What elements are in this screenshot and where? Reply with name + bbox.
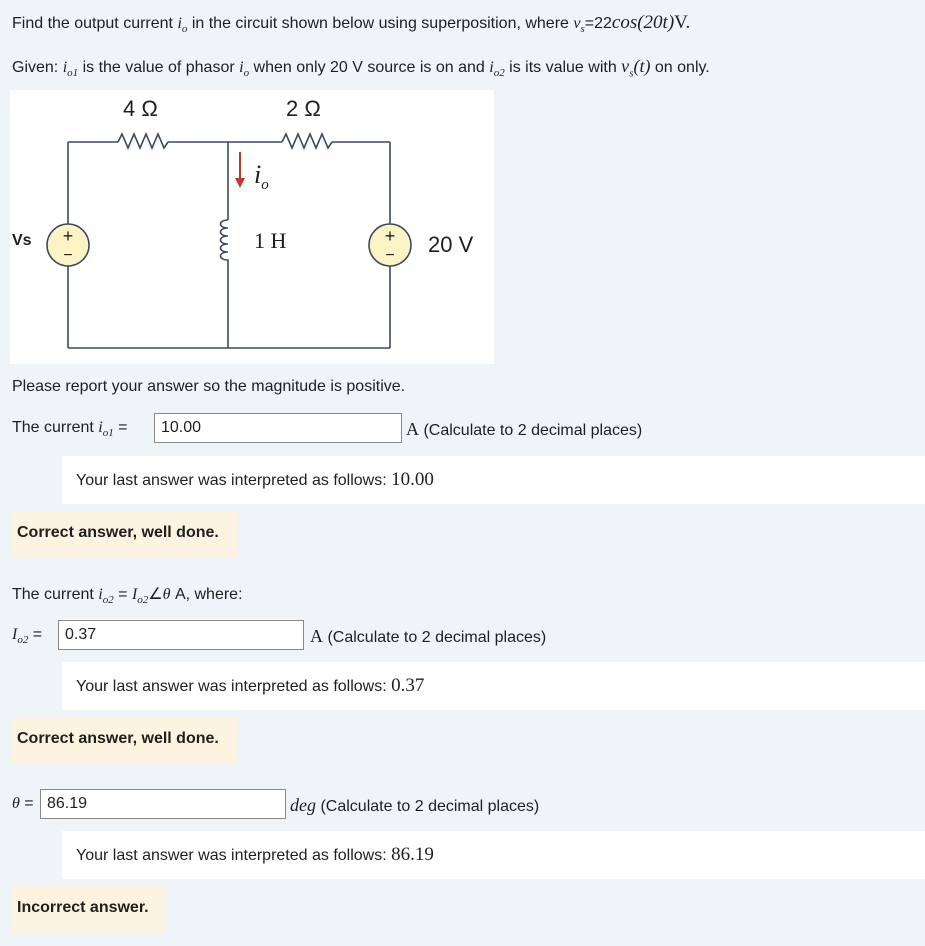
part1-feedback: Correct answer, well done. (12, 511, 237, 557)
part3-feedback: Incorrect answer. (12, 886, 166, 934)
inductor-label: 1 H (254, 228, 287, 253)
svg-text:−: − (63, 247, 73, 264)
source-vs-label: Vs (12, 232, 32, 249)
io1-answer-input[interactable] (154, 413, 402, 443)
resistor-4ohm (118, 134, 168, 148)
part3-label: θ = (12, 795, 34, 812)
report-note: Please report your answer so the magnitude is positive. (12, 378, 406, 395)
part1-label: The current $i_{o1}$ = (12, 419, 128, 440)
part2-unit: A (Calculate to 2 decimal places) (310, 626, 547, 646)
part2-label: The current $i_{o2}$ = $I_{o2}\angle\theta$ A, where: (12, 586, 243, 607)
question-line-2: Given: $i_{o1}$ is the value of phasor $i_o$ when only 20 V source is on and $i_{o2}$ is its value with $v_s(t)$ on only. (12, 56, 710, 80)
svg-text:+: + (384, 226, 396, 246)
current-arrow-icon (235, 178, 245, 188)
part2-io2-label: $I_{o2}$ = (12, 626, 43, 647)
current-io-label: $i_o$ (254, 160, 269, 194)
part1-interpretation: Your last answer was interpreted as follows: 10.00 (62, 456, 925, 504)
r1-label: 4 Ω (123, 96, 158, 121)
svg-text:−: − (385, 247, 395, 264)
theta-answer-input[interactable] (40, 789, 286, 819)
source-20v-label: 20 V (428, 232, 474, 257)
svg-text:+: + (62, 226, 74, 246)
part3-unit: deg (Calculate to 2 decimal places) (290, 795, 540, 815)
io2-magnitude-input[interactable] (58, 620, 304, 650)
part1-unit: A (Calculate to 2 decimal places) (406, 419, 643, 439)
resistor-2ohm (282, 134, 332, 148)
inductor-coil (221, 220, 229, 266)
part2-interpretation: Your last answer was interpreted as follows: 0.37 (62, 662, 925, 710)
r2-label: 2 Ω (286, 96, 321, 121)
circuit-svg (10, 90, 494, 364)
circuit-diagram (10, 90, 494, 364)
part3-interpretation: Your last answer was interpreted as follows: 86.19 (62, 831, 925, 879)
io-symbol: $i_o$ (177, 15, 188, 36)
question-line-1: Find the output current $i_o$ in the circuit shown below using superposition, where $v_s=22\cos(20t)V$. (12, 12, 691, 36)
part2-feedback: Correct answer, well done. (12, 717, 237, 763)
